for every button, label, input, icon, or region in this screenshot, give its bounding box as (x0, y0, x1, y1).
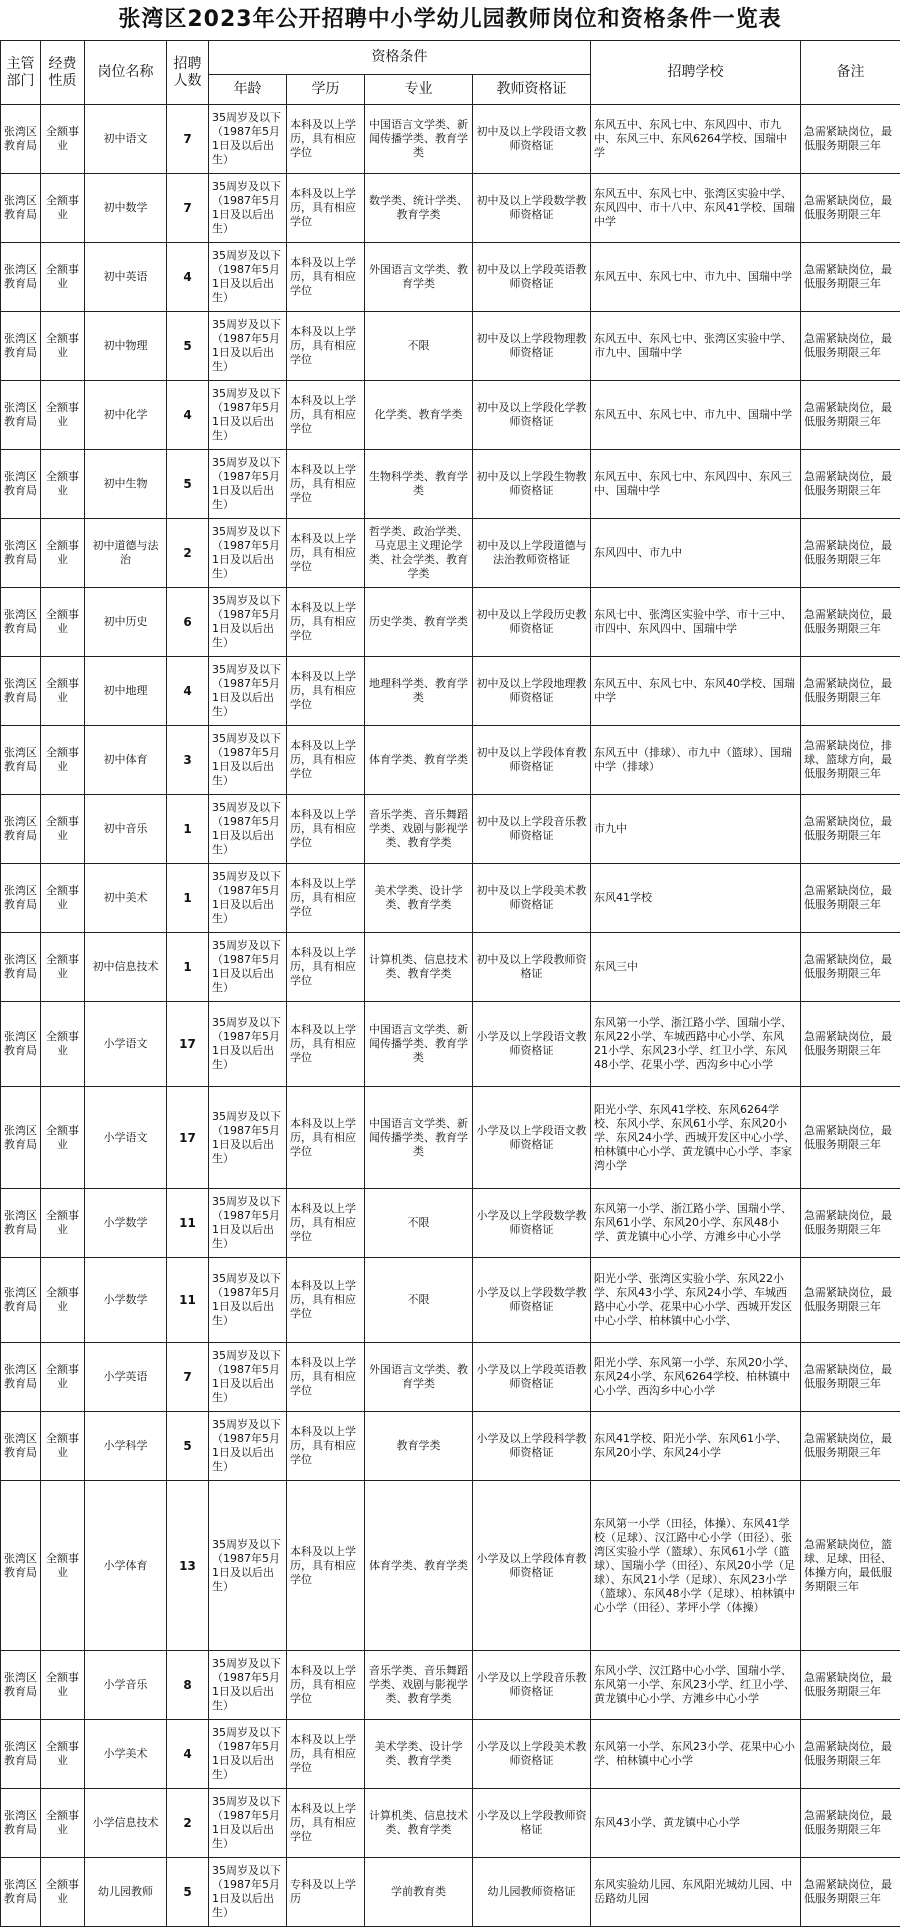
schools-cell: 东风五中、东风七中、市九中、国瑞中学 (591, 381, 801, 450)
education-cell: 本科及以上学历，具有相应学位 (287, 1720, 365, 1789)
major-cell: 不限 (365, 1258, 473, 1343)
count-cell: 5 (167, 1858, 209, 1927)
major-cell: 计算机类、信息技术类、教育学类 (365, 1789, 473, 1858)
education-cell: 本科及以上学历，具有相应学位 (287, 1412, 365, 1481)
education-cell: 本科及以上学历，具有相应学位 (287, 726, 365, 795)
schools-cell: 东风五中、东风七中、市九中、国瑞中学 (591, 243, 801, 312)
remarks-cell: 急需紧缺岗位，最低服务期限三年 (801, 1412, 900, 1481)
funding-cell: 全额事业 (41, 864, 85, 933)
education-cell: 本科及以上学历，具有相应学位 (287, 174, 365, 243)
table-row (1, 312, 900, 381)
remarks-cell: 急需紧缺岗位，排球、篮球方向，最低服务期限三年 (801, 726, 900, 795)
age-cell: 35周岁及以下（1987年5月1日及以后出生） (209, 1189, 287, 1258)
major-cell: 中国语言文学类、新闻传播学类、教育学类 (365, 1002, 473, 1087)
table-row (1, 1258, 900, 1343)
education-cell: 本科及以上学历，具有相应学位 (287, 381, 365, 450)
education-cell: 本科及以上学历，具有相应学位 (287, 312, 365, 381)
position-cell: 小学数学 (85, 1258, 167, 1343)
count-cell: 17 (167, 1087, 209, 1189)
count-cell: 11 (167, 1189, 209, 1258)
age-cell: 35周岁及以下（1987年5月1日及以后出生） (209, 1087, 287, 1189)
age-cell: 35周岁及以下（1987年5月1日及以后出生） (209, 105, 287, 174)
remarks-cell: 急需紧缺岗位，最低服务期限三年 (801, 450, 900, 519)
education-cell: 本科及以上学历，具有相应学位 (287, 588, 365, 657)
table-row (1, 450, 900, 519)
funding-cell: 全额事业 (41, 1258, 85, 1343)
age-cell: 35周岁及以下（1987年5月1日及以后出生） (209, 1412, 287, 1481)
age-cell: 35周岁及以下（1987年5月1日及以后出生） (209, 1343, 287, 1412)
table-row (1, 657, 900, 726)
cert-cell: 初中及以上学段历史教师资格证 (473, 588, 591, 657)
schools-cell: 东风第一小学、浙江路小学、国瑞小学、东风22小学、车城西路中心小学、东风21小学、东风23小学、红卫小学、东风48小学、花果小学、西沟乡中心小学 (591, 1002, 801, 1087)
remarks-cell: 急需紧缺岗位，最低服务期限三年 (801, 1858, 900, 1927)
major-cell: 中国语言文学类、新闻传播学类、教育学类 (365, 1087, 473, 1189)
funding-cell: 全额事业 (41, 1412, 85, 1481)
count-cell: 11 (167, 1258, 209, 1343)
education-cell: 本科及以上学历，具有相应学位 (287, 657, 365, 726)
schools-cell: 东风五中（排球）、市九中（篮球）、国瑞中学（排球） (591, 726, 801, 795)
count-cell: 2 (167, 519, 209, 588)
major-cell: 教育学类 (365, 1412, 473, 1481)
age-cell: 35周岁及以下（1987年5月1日及以后出生） (209, 726, 287, 795)
table-row (1, 864, 900, 933)
age-cell: 35周岁及以下（1987年5月1日及以后出生） (209, 381, 287, 450)
dept-cell: 张湾区教育局 (1, 588, 41, 657)
schools-cell: 东风五中、东风七中、东风四中、东风三中、国瑞中学 (591, 450, 801, 519)
funding-cell: 全额事业 (41, 381, 85, 450)
position-cell: 初中体育 (85, 726, 167, 795)
cert-cell: 幼儿园教师资格证 (473, 1858, 591, 1927)
age-cell: 35周岁及以下（1987年5月1日及以后出生） (209, 312, 287, 381)
position-cell: 小学英语 (85, 1343, 167, 1412)
table-row (1, 1087, 900, 1189)
age-cell: 35周岁及以下（1987年5月1日及以后出生） (209, 1481, 287, 1651)
funding-cell: 全额事业 (41, 1858, 85, 1927)
age-cell: 35周岁及以下（1987年5月1日及以后出生） (209, 1720, 287, 1789)
position-cell: 小学音乐 (85, 1651, 167, 1720)
age-cell: 35周岁及以下（1987年5月1日及以后出生） (209, 1789, 287, 1858)
funding-cell: 全额事业 (41, 1789, 85, 1858)
major-cell: 不限 (365, 1189, 473, 1258)
major-cell: 数学类、统计学类、教育学类 (365, 174, 473, 243)
remarks-cell: 急需紧缺岗位，最低服务期限三年 (801, 1258, 900, 1343)
table-row (1, 1789, 900, 1858)
education-cell: 本科及以上学历，具有相应学位 (287, 795, 365, 864)
page-title: 张湾区2023年公开招聘中小学幼儿园教师岗位和资格条件一览表 (118, 7, 782, 32)
cert-cell: 初中及以上学段数学教师资格证 (473, 174, 591, 243)
count-cell: 3 (167, 726, 209, 795)
table-row (1, 1412, 900, 1481)
dept-cell: 张湾区教育局 (1, 657, 41, 726)
schools-cell: 东风五中、东风七中、东风四中、市九中、东风三中、东风6264学校、国瑞中学 (591, 105, 801, 174)
schools-cell: 东风第一小学、浙江路小学、国瑞小学、东风61小学、东风20小学、东风48小学、黄龙镇中心小学、方滩乡中心小学 (591, 1189, 801, 1258)
dept-cell: 张湾区教育局 (1, 726, 41, 795)
header-qualifications: 资格条件 (209, 41, 591, 75)
cert-cell: 初中及以上学段体育教师资格证 (473, 726, 591, 795)
table-row (1, 1720, 900, 1789)
remarks-cell: 急需紧缺岗位，最低服务期限三年 (801, 1343, 900, 1412)
remarks-cell: 急需紧缺岗位，最低服务期限三年 (801, 174, 900, 243)
position-cell: 小学体育 (85, 1481, 167, 1651)
header-dept: 主管部门 (1, 41, 41, 105)
education-cell: 本科及以上学历，具有相应学位 (287, 1651, 365, 1720)
funding-cell: 全额事业 (41, 174, 85, 243)
age-cell: 35周岁及以下（1987年5月1日及以后出生） (209, 519, 287, 588)
count-cell: 7 (167, 174, 209, 243)
age-cell: 35周岁及以下（1987年5月1日及以后出生） (209, 588, 287, 657)
header-major: 专业 (365, 75, 473, 105)
remarks-cell: 急需紧缺岗位，最低服务期限三年 (801, 1789, 900, 1858)
remarks-cell: 急需紧缺岗位，最低服务期限三年 (801, 933, 900, 1002)
position-cell: 小学语文 (85, 1002, 167, 1087)
count-cell: 5 (167, 1412, 209, 1481)
education-cell: 本科及以上学历，具有相应学位 (287, 1087, 365, 1189)
education-cell: 本科及以上学历，具有相应学位 (287, 1258, 365, 1343)
count-cell: 1 (167, 933, 209, 1002)
age-cell: 35周岁及以下（1987年5月1日及以后出生） (209, 1651, 287, 1720)
dept-cell: 张湾区教育局 (1, 1481, 41, 1651)
position-cell: 小学数学 (85, 1189, 167, 1258)
cert-cell: 初中及以上学段化学教师资格证 (473, 381, 591, 450)
dept-cell: 张湾区教育局 (1, 519, 41, 588)
table-row (1, 1651, 900, 1720)
remarks-cell: 急需紧缺岗位，最低服务期限三年 (801, 588, 900, 657)
education-cell: 本科及以上学历，具有相应学位 (287, 243, 365, 312)
table-row (1, 105, 900, 174)
schools-cell: 东风三中 (591, 933, 801, 1002)
education-cell: 本科及以上学历，具有相应学位 (287, 450, 365, 519)
position-cell: 小学语文 (85, 1087, 167, 1189)
funding-cell: 全额事业 (41, 1087, 85, 1189)
major-cell: 音乐学类、音乐舞蹈学类、戏剧与影视学类、教育学类 (365, 1651, 473, 1720)
table-row (1, 933, 900, 1002)
cert-cell: 小学及以上学段语文教师资格证 (473, 1002, 591, 1087)
major-cell: 哲学类、政治学类、马克思主义理论学类、社会学类、教育学类 (365, 519, 473, 588)
count-cell: 4 (167, 657, 209, 726)
age-cell: 35周岁及以下（1987年5月1日及以后出生） (209, 657, 287, 726)
table-row (1, 726, 900, 795)
schools-cell: 东风四中、市九中 (591, 519, 801, 588)
schools-cell: 东风第一小学（田径，体操）、东风41学校（足球）、汉江路中心小学（田径）、张湾区实验小学（篮球）、东风61小学（篮球）、国瑞小学（田径）、东风20小学（足球）、东风21小学（足球）、东风23小学（篮球）、东风48小学（足球）、柏林镇中心小学（田径）、茅坪小学（体操） (591, 1481, 801, 1651)
table-row (1, 1002, 900, 1087)
age-cell: 35周岁及以下（1987年5月1日及以后出生） (209, 174, 287, 243)
schools-cell: 东风43小学、黄龙镇中心小学 (591, 1789, 801, 1858)
age-cell: 35周岁及以下（1987年5月1日及以后出生） (209, 243, 287, 312)
education-cell: 本科及以上学历，具有相应学位 (287, 1481, 365, 1651)
position-cell: 小学美术 (85, 1720, 167, 1789)
age-cell: 35周岁及以下（1987年5月1日及以后出生） (209, 795, 287, 864)
funding-cell: 全额事业 (41, 1481, 85, 1651)
cert-cell: 初中及以上学段美术教师资格证 (473, 864, 591, 933)
schools-cell: 阳光小学、东风41学校、东风6264学校、东风小学、东风61小学、东风20小学、东风24小学、西城开发区中心小学、柏林镇中心小学、黄龙镇中心小学、李家湾小学 (591, 1087, 801, 1189)
schools-cell: 东风五中、东风七中、张湾区实验中学、东风四中、市十八中、东风41学校、国瑞中学 (591, 174, 801, 243)
table-row (1, 795, 900, 864)
remarks-cell: 急需紧缺岗位，最低服务期限三年 (801, 1189, 900, 1258)
schools-cell: 东风五中、东风七中、东风40学校、国瑞中学 (591, 657, 801, 726)
count-cell: 5 (167, 312, 209, 381)
count-cell: 7 (167, 105, 209, 174)
cert-cell: 初中及以上学段音乐教师资格证 (473, 795, 591, 864)
dept-cell: 张湾区教育局 (1, 174, 41, 243)
dept-cell: 张湾区教育局 (1, 933, 41, 1002)
major-cell: 历史学类、教育学类 (365, 588, 473, 657)
position-cell: 初中地理 (85, 657, 167, 726)
dept-cell: 张湾区教育局 (1, 450, 41, 519)
schools-cell: 东风第一小学、东风23小学、花果中心小学、柏林镇中心小学 (591, 1720, 801, 1789)
position-cell: 幼儿园教师 (85, 1858, 167, 1927)
funding-cell: 全额事业 (41, 657, 85, 726)
position-cell: 初中信息技术 (85, 933, 167, 1002)
schools-cell: 东风实验幼儿园、东风阳光城幼儿园、中岳路幼儿园 (591, 1858, 801, 1927)
header-education: 学历 (287, 75, 365, 105)
schools-cell: 东风五中、东风七中、张湾区实验中学、市九中、国瑞中学 (591, 312, 801, 381)
age-cell: 35周岁及以下（1987年5月1日及以后出生） (209, 1002, 287, 1087)
count-cell: 4 (167, 1720, 209, 1789)
major-cell: 体育学类、教育学类 (365, 1481, 473, 1651)
table-body (1, 105, 900, 1927)
funding-cell: 全额事业 (41, 1343, 85, 1412)
remarks-cell: 急需紧缺岗位，最低服务期限三年 (801, 1002, 900, 1087)
cert-cell: 初中及以上学段教师资格证 (473, 933, 591, 1002)
education-cell: 本科及以上学历，具有相应学位 (287, 1189, 365, 1258)
header-funding: 经费性质 (41, 41, 85, 105)
funding-cell: 全额事业 (41, 726, 85, 795)
education-cell: 本科及以上学历，具有相应学位 (287, 1789, 365, 1858)
funding-cell: 全额事业 (41, 450, 85, 519)
education-cell: 本科及以上学历，具有相应学位 (287, 1002, 365, 1087)
cert-cell: 初中及以上学段物理教师资格证 (473, 312, 591, 381)
funding-cell: 全额事业 (41, 105, 85, 174)
funding-cell: 全额事业 (41, 933, 85, 1002)
funding-cell: 全额事业 (41, 519, 85, 588)
schools-cell: 东风小学、汉江路中心小学、国瑞小学、东风第一小学、东风23小学、红卫小学、黄龙镇中心小学、方滩乡中心小学 (591, 1651, 801, 1720)
remarks-cell: 急需紧缺岗位，最低服务期限三年 (801, 1087, 900, 1189)
cert-cell: 小学及以上学段教师资格证 (473, 1789, 591, 1858)
count-cell: 6 (167, 588, 209, 657)
position-cell: 初中英语 (85, 243, 167, 312)
major-cell: 学前教育类 (365, 1858, 473, 1927)
dept-cell: 张湾区教育局 (1, 1258, 41, 1343)
cert-cell: 小学及以上学段音乐教师资格证 (473, 1651, 591, 1720)
position-cell: 初中美术 (85, 864, 167, 933)
remarks-cell: 急需紧缺岗位，最低服务期限三年 (801, 1720, 900, 1789)
cert-cell: 小学及以上学段数学教师资格证 (473, 1258, 591, 1343)
schools-cell: 市九中 (591, 795, 801, 864)
count-cell: 13 (167, 1481, 209, 1651)
header-schools: 招聘学校 (591, 41, 801, 105)
remarks-cell: 急需紧缺岗位，最低服务期限三年 (801, 519, 900, 588)
header-count: 招聘人数 (167, 41, 209, 105)
major-cell: 不限 (365, 312, 473, 381)
major-cell: 美术学类、设计学类、教育学类 (365, 1720, 473, 1789)
position-cell: 初中化学 (85, 381, 167, 450)
dept-cell: 张湾区教育局 (1, 1189, 41, 1258)
table-row (1, 1481, 900, 1651)
remarks-cell: 急需紧缺岗位，篮球、足球、田径、体操方向，最低服务期限三年 (801, 1481, 900, 1651)
funding-cell: 全额事业 (41, 1651, 85, 1720)
header-cert: 教师资格证 (473, 75, 591, 105)
education-cell: 本科及以上学历，具有相应学位 (287, 105, 365, 174)
age-cell: 35周岁及以下（1987年5月1日及以后出生） (209, 1258, 287, 1343)
position-cell: 初中道德与法治 (85, 519, 167, 588)
table-row (1, 243, 900, 312)
table-row (1, 519, 900, 588)
header-age: 年龄 (209, 75, 287, 105)
position-cell: 小学信息技术 (85, 1789, 167, 1858)
count-cell: 4 (167, 381, 209, 450)
dept-cell: 张湾区教育局 (1, 1720, 41, 1789)
cert-cell: 小学及以上学段语文教师资格证 (473, 1087, 591, 1189)
dept-cell: 张湾区教育局 (1, 795, 41, 864)
header-row-top (1, 41, 900, 75)
position-cell: 初中语文 (85, 105, 167, 174)
cert-cell: 初中及以上学段地理教师资格证 (473, 657, 591, 726)
major-cell: 计算机类、信息技术类、教育学类 (365, 933, 473, 1002)
table-row (1, 588, 900, 657)
dept-cell: 张湾区教育局 (1, 105, 41, 174)
major-cell: 中国语言文学类、新闻传播学类、教育学类 (365, 105, 473, 174)
major-cell: 外国语言文学类、教育学类 (365, 243, 473, 312)
major-cell: 生物科学类、教育学类 (365, 450, 473, 519)
funding-cell: 全额事业 (41, 588, 85, 657)
major-cell: 美术学类、设计学类、教育学类 (365, 864, 473, 933)
remarks-cell: 急需紧缺岗位，最低服务期限三年 (801, 243, 900, 312)
cert-cell: 初中及以上学段英语教师资格证 (473, 243, 591, 312)
dept-cell: 张湾区教育局 (1, 1789, 41, 1858)
dept-cell: 张湾区教育局 (1, 312, 41, 381)
dept-cell: 张湾区教育局 (1, 243, 41, 312)
count-cell: 5 (167, 450, 209, 519)
count-cell: 4 (167, 243, 209, 312)
education-cell: 本科及以上学历，具有相应学位 (287, 933, 365, 1002)
cert-cell: 小学及以上学段数学教师资格证 (473, 1189, 591, 1258)
major-cell: 地理科学类、教育学类 (365, 657, 473, 726)
age-cell: 35周岁及以下（1987年5月1日及以后出生） (209, 1858, 287, 1927)
count-cell: 1 (167, 795, 209, 864)
header-position: 岗位名称 (85, 41, 167, 105)
remarks-cell: 急需紧缺岗位，最低服务期限三年 (801, 312, 900, 381)
age-cell: 35周岁及以下（1987年5月1日及以后出生） (209, 864, 287, 933)
education-cell: 本科及以上学历，具有相应学位 (287, 519, 365, 588)
dept-cell: 张湾区教育局 (1, 1087, 41, 1189)
funding-cell: 全额事业 (41, 243, 85, 312)
education-cell: 本科及以上学历，具有相应学位 (287, 1343, 365, 1412)
table-row (1, 174, 900, 243)
cert-cell: 小学及以上学段体育教师资格证 (473, 1481, 591, 1651)
position-cell: 初中数学 (85, 174, 167, 243)
position-cell: 初中物理 (85, 312, 167, 381)
remarks-cell: 急需紧缺岗位，最低服务期限三年 (801, 381, 900, 450)
cert-cell: 初中及以上学段生物教师资格证 (473, 450, 591, 519)
count-cell: 2 (167, 1789, 209, 1858)
major-cell: 体育学类、教育学类 (365, 726, 473, 795)
education-cell: 专科及以上学历 (287, 1858, 365, 1927)
cert-cell: 小学及以上学段英语教师资格证 (473, 1343, 591, 1412)
header-remarks: 备注 (801, 41, 900, 105)
dept-cell: 张湾区教育局 (1, 1002, 41, 1087)
cert-cell: 小学及以上学段美术教师资格证 (473, 1720, 591, 1789)
dept-cell: 张湾区教育局 (1, 1858, 41, 1927)
table-row (1, 1189, 900, 1258)
major-cell: 外国语言文学类、教育学类 (365, 1343, 473, 1412)
major-cell: 音乐学类、音乐舞蹈学类、戏剧与影视学类、教育学类 (365, 795, 473, 864)
cert-cell: 小学及以上学段科学教师资格证 (473, 1412, 591, 1481)
education-cell: 本科及以上学历，具有相应学位 (287, 864, 365, 933)
count-cell: 17 (167, 1002, 209, 1087)
schools-cell: 东风41学校 (591, 864, 801, 933)
funding-cell: 全额事业 (41, 1189, 85, 1258)
schools-cell: 阳光小学、张湾区实验小学、东风22小学、东风43小学、东风24小学、车城西路中心小学、花果中心小学、西城开发区中心小学、柏林镇中心小学、 (591, 1258, 801, 1343)
position-cell: 初中音乐 (85, 795, 167, 864)
dept-cell: 张湾区教育局 (1, 1412, 41, 1481)
position-cell: 初中生物 (85, 450, 167, 519)
count-cell: 7 (167, 1343, 209, 1412)
position-cell: 小学科学 (85, 1412, 167, 1481)
position-cell: 初中历史 (85, 588, 167, 657)
count-cell: 1 (167, 864, 209, 933)
remarks-cell: 急需紧缺岗位，最低服务期限三年 (801, 864, 900, 933)
table-row (1, 381, 900, 450)
dept-cell: 张湾区教育局 (1, 1651, 41, 1720)
table-row (1, 1343, 900, 1412)
funding-cell: 全额事业 (41, 795, 85, 864)
dept-cell: 张湾区教育局 (1, 864, 41, 933)
schools-cell: 东风七中、张湾区实验中学、市十三中、市四中、东风四中、国瑞中学 (591, 588, 801, 657)
funding-cell: 全额事业 (41, 1720, 85, 1789)
schools-cell: 阳光小学、东风第一小学、东风20小学、东风24小学、东风6264学校、柏林镇中心小学、西沟乡中心小学 (591, 1343, 801, 1412)
remarks-cell: 急需紧缺岗位，最低服务期限三年 (801, 795, 900, 864)
remarks-cell: 急需紧缺岗位，最低服务期限三年 (801, 657, 900, 726)
age-cell: 35周岁及以下（1987年5月1日及以后出生） (209, 450, 287, 519)
table-row (1, 1858, 900, 1927)
schools-cell: 东风41学校、阳光小学、东风61小学、东风20小学、东风24小学 (591, 1412, 801, 1481)
remarks-cell: 急需紧缺岗位，最低服务期限三年 (801, 1651, 900, 1720)
remarks-cell: 急需紧缺岗位，最低服务期限三年 (801, 105, 900, 174)
age-cell: 35周岁及以下（1987年5月1日及以后出生） (209, 933, 287, 1002)
funding-cell: 全额事业 (41, 1002, 85, 1087)
major-cell: 化学类、教育学类 (365, 381, 473, 450)
count-cell: 8 (167, 1651, 209, 1720)
dept-cell: 张湾区教育局 (1, 381, 41, 450)
funding-cell: 全额事业 (41, 312, 85, 381)
recruitment-table (0, 40, 900, 1927)
dept-cell: 张湾区教育局 (1, 1343, 41, 1412)
cert-cell: 初中及以上学段道德与法治教师资格证 (473, 519, 591, 588)
cert-cell: 初中及以上学段语文教师资格证 (473, 105, 591, 174)
